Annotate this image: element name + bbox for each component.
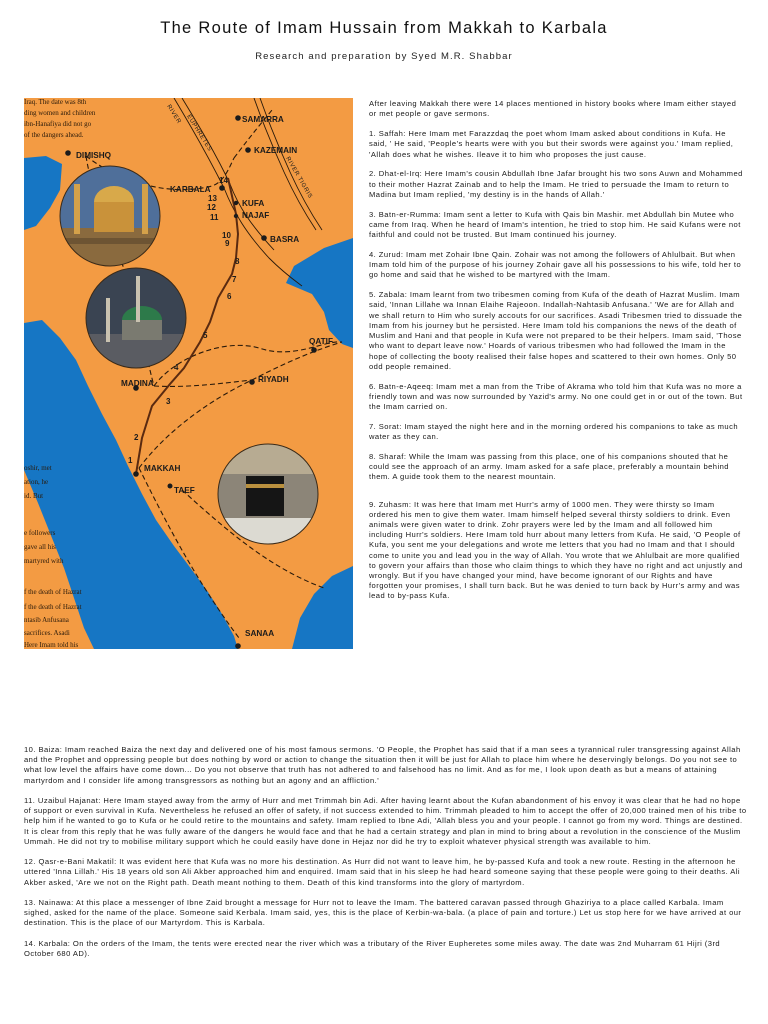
river-label-euphretes: EUPHRETES (185, 113, 213, 153)
stop-paragraph: 14. Karbala: On the orders of the Imam, the tents were erected near the river which was a tributary of the River Eupheretes some miles away. The date was 2nd Muharram 61 Hijri (3rd October 680 AD). (24, 938, 721, 958)
stop-number: 2 (134, 433, 139, 442)
edge-text: Here Imam told his (24, 641, 79, 649)
stop-paragraph: 13. Nainawa: At this place a messenger of Ibne Zaid brought a message for Hurr not to leave the Imam. The battered caravan passed through Ghaziriya to a place called Karbala. Imam sighed, asked for the name of the place. Someone said Kerbala. Imam said, yes, this is the place of Kerbin-wa-bala. (a place of pain and torture.) Let us stop here for we have arrived at our destination. This is the place of our Martyrdom. This is Karbala. (24, 898, 742, 928)
edge-text: id. But (24, 492, 44, 500)
stop-paragraph: 7. Sorat: Imam stayed the night here and in the morning ordered his companions to take as much water as they can. (369, 421, 739, 442)
edge-text: ibn-Hanafiya did not go (24, 120, 92, 128)
city-label-najaf: NAJAF (242, 211, 270, 220)
edge-text: e followers (24, 529, 56, 537)
right-column-text (369, 99, 745, 611)
stop-paragraph: 3. Batn-er-Rumma: Imam sent a letter to Kufa with Qais bin Mashir. met Abdullah bin Mutee who came from Iraq. When he heard of Imam's intention, he tried to stop him. He said Kufans were not faithful and could not be trusted. But Imam continued his journey. (369, 209, 741, 240)
river-label-tigris: RIVER TIGRIS (284, 156, 314, 200)
city-label-qatif: QATIF (309, 337, 333, 346)
stop-paragraph: 11. Uzaibul Hajanat: Here Imam stayed away from the army of Hurr and met Trimmah bin Adi. After having learnt about the Kufan abandonment of his envoy it was clear that he had no hope of support or even survival in Kufa. Nevertheless he refused an offer of safety, if not success extended to him. Trimmah pleaded to him to accept the offer of 20,000 trained men of his tribe to help him if he wanted to go to Kufa or he could retire to the mountains and safety. Imam replied to Ibne Adi, 'Allah bless you and your people. I cannot go from my word. Things are destined. It is clear from this reply that he was fully aware of the dangers he would face and that he had a certain strategy and plan in mind to bring about a revolution in the conscience of the Muslim Ummah. He did not try to mobilise military support which he could easily have done in Hejaz nor did he try to exploit whatever physical strength was available to him. (24, 796, 747, 846)
stop-paragraph: 12. Qasr-e-Bani Makatil: It was evident here that Kufa was no more his destination. As Hurr did not want to leave him, he by-passed Kufa and took a new route. Resting in the afternoon he uttered 'Inna Lillah.' His 18 years old son Ali Akber approached him and enquired. Imam said that in his sleep he had heard someone saying that these people were going to their deaths. Ali Akber asked, 'Are we not on the Right path. Death meant nothing to them. Death of this kind transforms into the glory of martyrdom. (24, 857, 741, 887)
stop-paragraph: 8. Sharaf: While the Imam was passing from this place, one of his companions shouted that he could see the approach of an army. Imam asked for a safe place, preferably a mountain behind them. A guide took them to the nearest mountain. (369, 451, 729, 482)
city-label-samarra: SAMARRA (242, 115, 284, 124)
stop-paragraph: 6. Batn-e-Aqeeq: Imam met a man from the Tribe of Akrama who told him that Kufa was no more a friendly town and was now surrounded by Yazid's army. No one could get in or out of the town. But the Imam carried on. (369, 381, 743, 411)
stop-number: 14 (219, 176, 228, 185)
shrine-photo-madina (86, 268, 186, 368)
stop-paragraph: 2. Dhat-el-Irq: Here Imam's cousin Abdullah Ibne Jafar brought his two sons Auwn and Mohammed to their mother Hazrat Zainab and to help the Imam. He tried to persuade the Imam to return to Madina but Imam replied, 'my destiny is in the hands of Allah.' (369, 169, 743, 199)
stop-number: 10 (222, 231, 231, 240)
stop-number: 8 (235, 257, 240, 266)
page-subtitle: Research and preparation by Syed M.R. Shabbar (255, 51, 513, 62)
stop-number: 1 (128, 456, 133, 465)
edge-text: martyred with (24, 557, 64, 565)
edge-text: of the dangers ahead. (24, 131, 84, 139)
edge-text: gave all his (24, 543, 56, 551)
city-label-riyadh: RIYADH (258, 375, 289, 384)
stop-number: 3 (166, 397, 171, 406)
shrine-photo-karbala (60, 166, 160, 266)
city-label-sanaa: SANAA (245, 629, 275, 638)
edge-text: f the death of Hazrat (24, 588, 82, 596)
edge-text: oshir, met (24, 464, 52, 472)
city-label-madina: MADINA (121, 379, 154, 388)
stop-number: 4 (174, 363, 179, 372)
stop-number: 12 (207, 203, 216, 212)
stop-paragraph: 5. Zabala: Imam learnt from two tribesmen coming from Kufa of the death of Hazrat Muslim. Imam said, 'Innan Lillahe wa Innan Elaihe Rajeoon. Indallah-Nahtasib Anfusana.' 'We are for Allah and we shall return to Him who surely accouts for our sacrifices. Asadi Tribesmen tried to dissuade the Imam from his journey but he persisted. Here Imam told his companions the news of the death of Muslim and Hani and that people in Kufa were not prepared to be their helpers. Imam said, 'Those who want to depart leave now.' Hoards of various tribesmen who had followed the Imam in the hope of collecting the booty realised their false hopes and scattered to their own homes. Only 50 odd people remained. (369, 290, 743, 371)
stop-number: 5 (203, 331, 208, 340)
edge-text: ding women and children (24, 109, 96, 117)
stop-number: 13 (208, 194, 217, 203)
city-label-dimishq: DIMISHQ (76, 151, 112, 160)
city-label-basra: BASRA (270, 235, 300, 244)
stop-number: 11 (210, 213, 219, 222)
edge-text: Iraq. The date was 8th (24, 98, 87, 106)
route-map (24, 98, 353, 649)
stop-number: 6 (227, 292, 232, 301)
river-label-river: RIVER (165, 103, 182, 126)
intro-paragraph: After leaving Makkah there were 14 places mentioned in history books where Imam either stayed or met people or gave sermons. (369, 99, 737, 119)
city-label-taef: TAEF (174, 486, 195, 495)
stop-number: 7 (232, 275, 237, 284)
stop-paragraph: 4. Zurud: Imam met Zohair Ibne Qain. Zohair was not among the followers of Ahlulbait. But when Imam told him of the purpose of his journey Zohair gave all his possessions to his wife, told her to go home and said that he wished to be martyred with the Imam. (369, 249, 742, 280)
stop-paragraph: 10. Baiza: Imam reached Baiza the next day and delivered one of his most famous sermons. 'O People, the Prophet has said that if a man sees a tyrannical ruler transgressing against Allah and the Prophet and oppressing people but does nothing by word or action to change the situation then it will be just for Allah to place him where he deservingly belongs. Do you not see to what low level the affairs have come down... Do you not observe that truth has not adhered to and falsehood has no limit. And as for me, I look upon death as but a means of attaining martyrdom and I consider life among transgressors as nothing but an agony and an affliction.' (24, 745, 741, 785)
page-title: The Route of Imam Hussain from Makkah to Karbala (160, 19, 608, 37)
city-label-kufa: KUFA (242, 199, 265, 208)
edge-text: ation, he (24, 478, 49, 486)
stop-number: 9 (225, 239, 230, 248)
kaaba-photo-makkah (218, 444, 318, 544)
edge-text: sacrifices. Asadi (24, 629, 70, 637)
city-label-karbala: KARBALA (170, 185, 211, 194)
city-label-makkah: MAKKAH (144, 464, 181, 473)
stop-paragraph: 1. Saffah: Here Imam met Farazzdaq the poet whom Imam asked about conditions in Kufa. He said, ' He said, 'People's hearts were with you but their swords were against you.' Imam replied, 'Allah does what he wishes. Ileave it to him who proposes the just cause. (369, 129, 734, 159)
stop-paragraph: 9. Zuhasm: It was here that Imam met Hurr's army of 1000 men. They were thirsty so Imam ordered his men to give them water. Imam himself helped several thirsty soldiers to drink. Even animals were given water to drink. Zohr prayers were led by the Imam and all followed him including Hurr's soldiers. Here Imam told hurr about many letters from Kufa. He said, 'O People of Kufa, you sent me your delegations and wrote me letters that you had no Imam and that I should come to unite you and lead you in the way of Allah. You wrote that we Ahlulbait are more qualified to govern your affairs than those who claim things to which they have no right and act unjustly and wrongly. But if you have changed your mind, have become ignorant of our Rights and have forgotten your promises, I shall turn back. But he was denied to turn back by Hurr's army and was lead to by-pass Kufa. (369, 499, 743, 601)
bottom-text (24, 745, 748, 969)
edge-text: ntasib Anfusana (24, 616, 69, 624)
edge-text: f the death of Hazrat (24, 603, 82, 611)
city-label-kazemain: KAZEMAIN (254, 146, 298, 155)
